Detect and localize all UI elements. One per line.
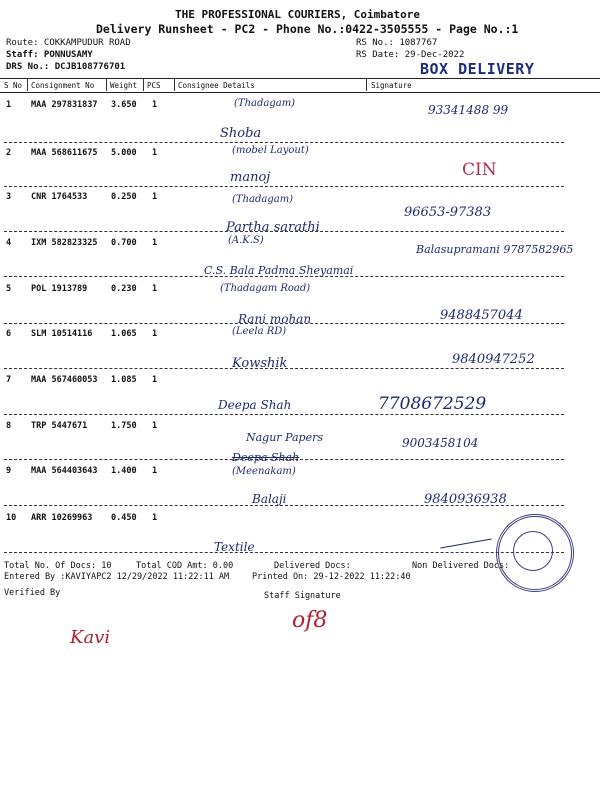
row-consignment-no: POL 1913789 xyxy=(31,284,88,294)
row-pcs: 1 xyxy=(152,284,158,294)
row-pcs: 1 xyxy=(152,100,158,110)
row-weight: 1.085 xyxy=(111,375,137,385)
consignee-name: Shoba xyxy=(220,126,262,141)
row-separator xyxy=(4,186,564,187)
printed-on: Printed On: 29-12-2022 11:22:40 xyxy=(252,572,411,582)
row-weight: 1.065 xyxy=(111,329,137,339)
row-consignment-no: TRP 5447671 xyxy=(31,421,88,431)
row-consignment-no: MAA 567460053 xyxy=(31,375,98,385)
consignee-area: (A.K.S) xyxy=(228,235,264,246)
row-sno: 6 xyxy=(6,329,12,339)
row-sno: 4 xyxy=(6,238,12,248)
company-title: THE PROFESSIONAL COURIERS, Coimbatore xyxy=(175,8,421,21)
consignee-area: (Leela RD) xyxy=(232,326,287,337)
row-consignment-no: SLM 10514116 xyxy=(31,329,93,339)
row-sno: 8 xyxy=(6,421,12,431)
recipient-signature: 7708672529 xyxy=(378,394,487,414)
consignee-name: Kowshik xyxy=(232,356,288,371)
consignee-area: Nagur Papers xyxy=(246,431,323,444)
row-pcs: 1 xyxy=(152,466,158,476)
row-consignment-no: MAA 568611675 xyxy=(31,148,98,158)
consignee-area: (Meenakam) xyxy=(232,466,296,477)
col-divider xyxy=(143,79,144,91)
row-weight: 0.250 xyxy=(111,192,137,202)
row-pcs: 1 xyxy=(152,148,158,158)
handwritten-stroke xyxy=(440,538,491,548)
consignee-name: manoj xyxy=(230,170,271,185)
verified-signature: Kavi xyxy=(70,627,111,648)
row-separator xyxy=(4,459,564,460)
col-divider xyxy=(106,79,107,91)
header-rule-bottom xyxy=(0,92,600,93)
recipient-signature: Balasupramani 9787582965 xyxy=(416,243,574,256)
route-label: Route: COKKAMPUDUR ROAD xyxy=(6,38,131,48)
recipient-signature: CIN xyxy=(462,160,497,180)
row-separator xyxy=(4,552,564,553)
row-separator xyxy=(4,505,564,506)
consignee-name: Partha sarathi xyxy=(226,220,320,235)
row-consignment-no: ARR 10269963 xyxy=(31,513,93,523)
col-divider xyxy=(174,79,175,91)
row-consignment-no: CNR 1764533 xyxy=(31,192,88,202)
col-sno: S No xyxy=(4,81,23,90)
row-sno: 1 xyxy=(6,100,12,110)
row-sno: 10 xyxy=(6,513,17,523)
total-docs: Total No. Of Docs: 10 xyxy=(4,561,112,571)
row-consignment-no: IXM 582823325 xyxy=(31,238,98,248)
consignee-name: Textile xyxy=(214,540,255,554)
row-pcs: 1 xyxy=(152,238,158,248)
row-weight: 0.230 xyxy=(111,284,137,294)
row-pcs: 1 xyxy=(152,375,158,385)
consignee-area: (Thadagam) xyxy=(232,194,294,205)
row-weight: 1.400 xyxy=(111,466,137,476)
col-pcs: PCS xyxy=(147,81,161,90)
row-weight: 1.750 xyxy=(111,421,137,431)
verified-by-label: Verified By xyxy=(4,588,61,598)
col-consignee: Consignee Details xyxy=(178,81,255,90)
row-sno: 9 xyxy=(6,466,12,476)
row-separator xyxy=(4,142,564,143)
total-cod: Total COD Amt: 0.00 xyxy=(136,561,234,571)
consignee-name: Deepa Shah xyxy=(218,398,292,412)
staff-signature: of8 xyxy=(292,608,328,633)
drs-label: DRS No.: DCJB108776701 xyxy=(6,62,126,72)
rs-no-label: RS No.: 1087767 xyxy=(356,38,438,48)
col-signature: Signature xyxy=(371,81,412,90)
row-consignment-no: MAA 297831837 xyxy=(31,100,98,110)
consignee-area: (Thadagam Road) xyxy=(220,283,311,294)
row-pcs: 1 xyxy=(152,192,158,202)
recipient-signature: 9840947252 xyxy=(452,352,535,367)
col-consignment: Consignment No xyxy=(31,81,95,90)
row-sno: 7 xyxy=(6,375,12,385)
recipient-signature: 93341488 99 xyxy=(428,103,509,117)
recipient-signature: 9488457044 xyxy=(440,308,523,323)
col-weight: Weight xyxy=(110,81,138,90)
consignee-area: (Thadagam) xyxy=(234,98,296,109)
row-pcs: 1 xyxy=(152,329,158,339)
consignee-name: C.S. Bala Padma Sheyamai xyxy=(204,264,354,277)
row-separator xyxy=(4,414,564,415)
row-pcs: 1 xyxy=(152,513,158,523)
row-separator xyxy=(4,231,564,232)
row-weight: 3.650 xyxy=(111,100,137,110)
row-weight: 0.700 xyxy=(111,238,137,248)
col-divider xyxy=(366,79,367,91)
staff-signature-label: Staff Signature xyxy=(264,591,341,601)
row-sno: 2 xyxy=(6,148,12,158)
entered-by: Entered By :KAVIYAPC2 12/29/2022 11:22:11 AM xyxy=(4,572,230,582)
row-sno: 3 xyxy=(6,192,12,202)
row-pcs: 1 xyxy=(152,421,158,431)
row-separator xyxy=(4,368,564,369)
rs-date-label: RS Date: 29-Dec-2022 xyxy=(356,50,465,60)
consignee-name: Deepa Shah xyxy=(232,451,300,464)
recipient-signature: 9840936938 xyxy=(424,492,507,507)
consignee-name: Balaji xyxy=(252,492,287,506)
stamp-inner-ring xyxy=(513,531,553,571)
row-sno: 5 xyxy=(6,284,12,294)
runsheet-title: Delivery Runsheet - PC2 - Phone No.:0422-3505555 - Page No.:1 xyxy=(96,22,519,36)
consignee-name: Rani mohan xyxy=(238,312,312,326)
non-delivered-docs: Non Delivered Docs: xyxy=(412,561,510,571)
staff-label: Staff: PONNUSAMY xyxy=(6,50,93,60)
textiles-committee-stamp xyxy=(496,514,574,592)
consignee-area: (mobel Layout) xyxy=(232,145,309,156)
header-rule-top xyxy=(0,78,600,79)
recipient-signature: 9003458104 xyxy=(402,436,479,450)
row-separator xyxy=(4,323,564,324)
row-weight: 0.450 xyxy=(111,513,137,523)
row-weight: 5.000 xyxy=(111,148,137,158)
delivered-docs: Delivered Docs: xyxy=(274,561,351,571)
box-delivery-stamp: BOX DELIVERY xyxy=(420,60,535,78)
recipient-signature: 96653-97383 xyxy=(404,205,492,220)
col-divider xyxy=(27,79,28,91)
row-consignment-no: MAA 564403643 xyxy=(31,466,98,476)
row-separator xyxy=(4,276,564,277)
